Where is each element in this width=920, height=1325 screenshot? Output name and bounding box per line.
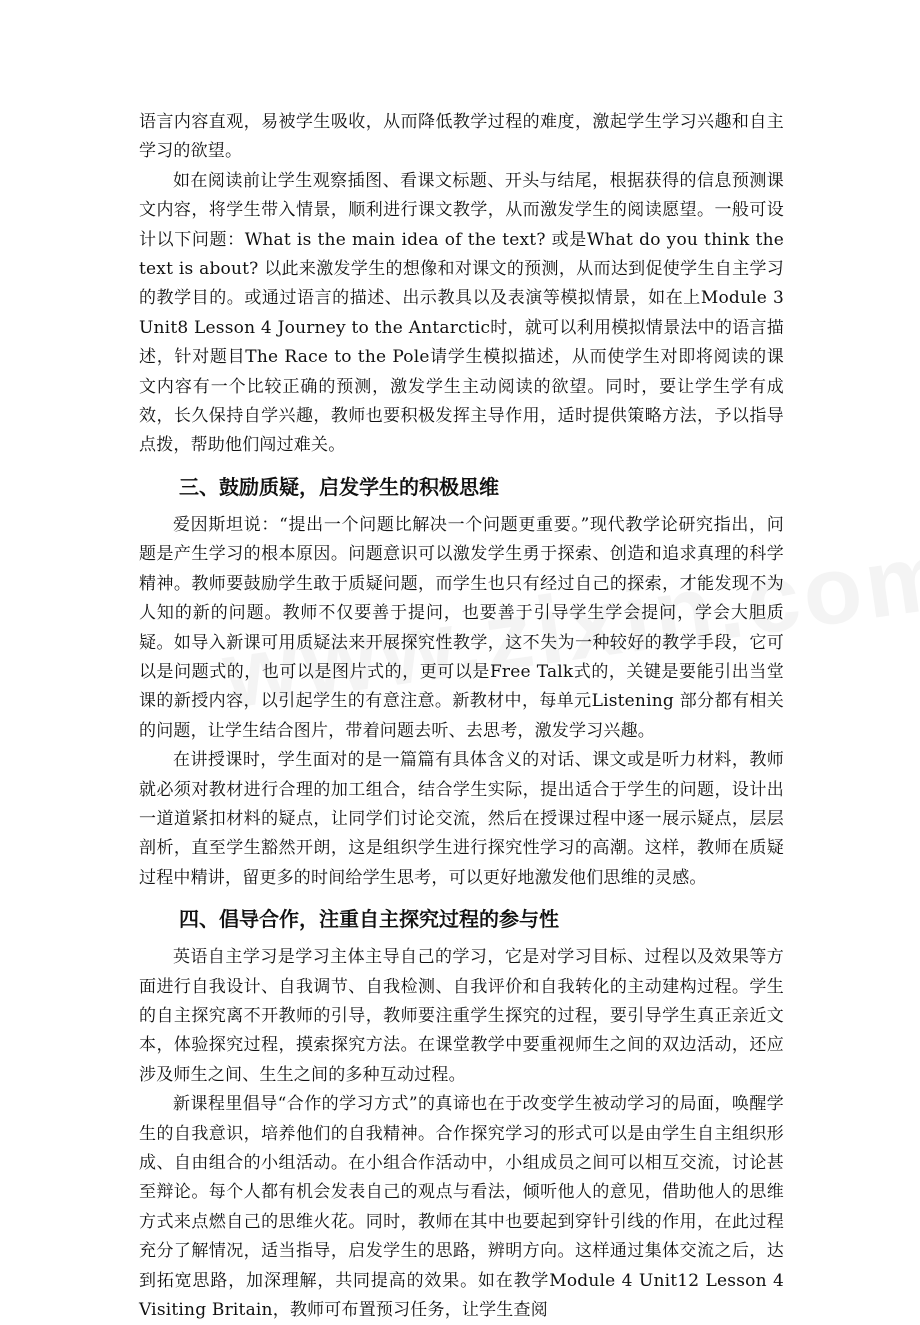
section-4-paragraph-1: 英语自主学习是学习主体主导自己的学习，它是对学习目标、过程以及效果等方面进行自我设计、自我调节、自我检测、自我评价和自我转化的主动建构过程。学生的自主探究离不开教师的引导，教师要注重学生探究的过程，要引导学生真正亲近文本，体验探究过程，摸索探究方法。在课堂教学中要重视师生之间的双边活动，还应涉及师生之间、生生之间的多种互动过程。	[139, 947, 784, 1085]
section-3-paragraph-1: 爱因斯坦说：“提出一个问题比解决一个问题更重要。”现代教学论研究指出，问题是产生学习的根本原因。问题意识可以激发学生勇于探索、创造和追求真理的科学精神。教师要鼓励学生敢于质疑问题，而学生也只有经过自己的探索，才能发现不为人知的新的问题。教师不仅要善于提问，也要善于引导学生学会提问，学会大胆质疑。如导入新课可用质疑法来开展探究性教学，这不失为一种较好的教学手段，它可以是问题式的，也可以是图片式的，更可以是Free Talk式的，关键是要能引出当堂课的新授内容，以引起学生的有意注意。新教材中，每单元Listening 部分都有相关的问题，让学生结合图片，带着问题去听、去思考，激发学习兴趣。	[139, 514, 784, 741]
section-4-heading: 四、倡导合作，注重自主探究过程的参与性	[179, 907, 559, 932]
section-3-paragraph-2: 在讲授课时，学生面对的是一篇篇有具体含义的对话、课文或是听力材料，教师就必须对教材进行合理的加工组合，结合学生实际，提出适合于学生的问题，设计出一道道紧扣材料的疑点，让同学们讨论交流，然后在授课过程中逐一展示疑点，层层剖析，直至学生豁然开朗，这是组织学生进行探究性学习的高潮。这样，教师在质疑过程中精讲，留更多的时间给学生思考，可以更好地激发他们思维的灵感。	[139, 750, 784, 888]
section-4-paragraph-2: 新课程里倡导“合作的学习方式”的真谛也在于改变学生被动学习的局面，唤醒学生的自我意识，培养他们的自我精神。合作探究学习的形式可以是由学生自主组织形成、自由组合的小组活动。在小组合作活动中，小组成员之间可以相互交流，讨论甚至辩论。每个人都有机会发表自己的观点与看法，倾听他人的意见，借助他人的思维方式来点燃自己的思维火花。同时，教师在其中也要起到穿针引线的作用，在此过程充分了解情况，适当指导，启发学生的思路，辨明方向。这样通过集体交流之后，达到拓宽思路，加深理解，共同提高的效果。如在教学Module 4 Unit12 Lesson 4 Visiting Britain，教师可布置预习任务，让学生查阅	[139, 1094, 784, 1321]
paragraph-intro-1: 语言内容直观，易被学生吸收，从而降低教学过程的难度，激起学生学习兴趣和自主学习的欲望。	[139, 112, 784, 162]
document-page	[139, 108, 784, 1325]
paragraph-intro-2: 如在阅读前让学生观察插图、看课文标题、开头与结尾，根据获得的信息预测课文内容，将学生带入情景，顺利进行课文教学，从而激发学生的阅读愿望。一般可设计以下问题：What is the main idea of the text? 或是What do you think the text is about? 以此来激发学生的想像和对课文的预测，从而达到促使学生自主学习的教学目的。或通过语言的描述、出示教具以及表演等模拟情景，如在上Module 3 Unit8 Lesson 4 Journey to the Antarctic时，就可以利用模拟情景法中的语言描述，针对题目The Race to the Pole请学生模拟描述，从而使学生对即将阅读的课文内容有一个比较正确的预测，激发学生主动阅读的欲望。同时，要让学生学有成效，长久保持自学兴趣，教师也要积极发挥主导作用，适时提供策略方法，予以指导点拨，帮助他们闯过难关。	[139, 170, 784, 456]
section-3-heading: 三、鼓励质疑，启发学生的积极思维	[179, 474, 499, 499]
